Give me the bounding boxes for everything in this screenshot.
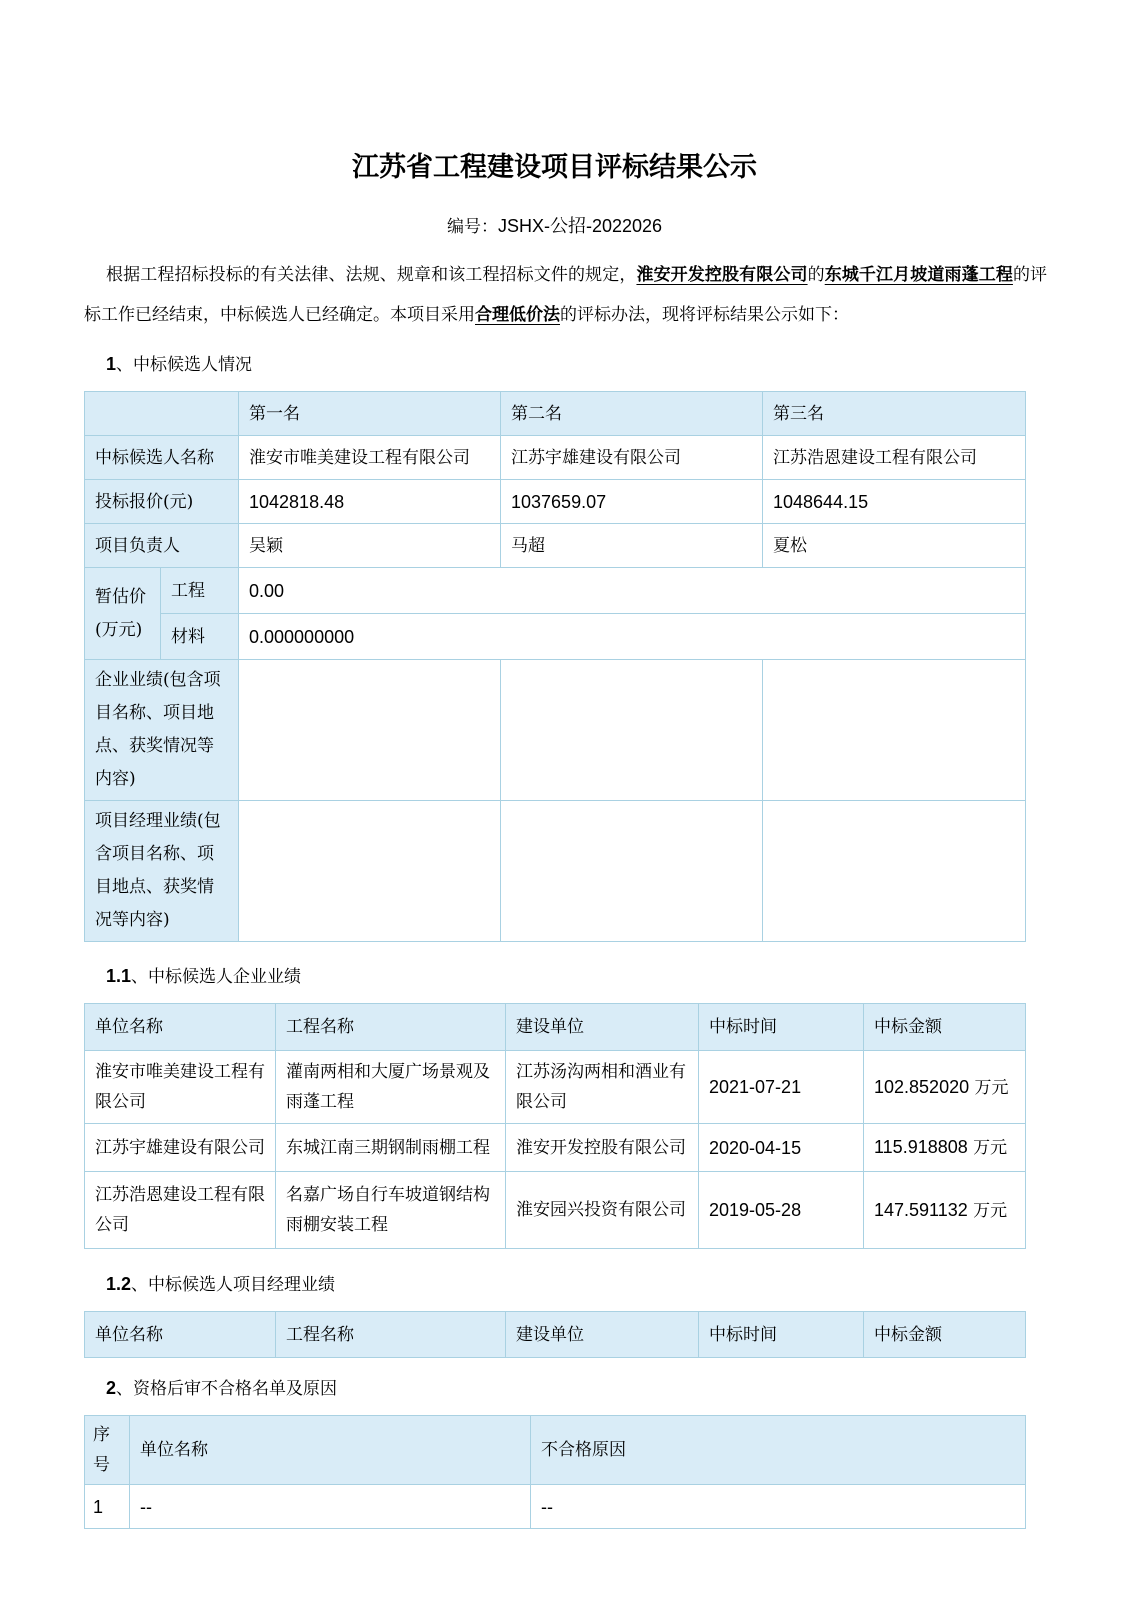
doc-number-label: 编号：: [446, 217, 498, 237]
col-header-date: 中标时间: [699, 1312, 864, 1358]
row-label-manager-perf: 项目经理业绩(包含项目名称、项目地点、获奖情况等内容): [85, 801, 239, 942]
intro-part2: 的: [807, 265, 825, 285]
estimate-sub-label-project: 工程: [161, 568, 239, 614]
rank-header-3: 第三名: [763, 392, 1026, 436]
company-perf-2: [501, 660, 763, 801]
manager-perf-2: [501, 801, 763, 942]
col-header-amount: 中标金额: [864, 1004, 1026, 1051]
perf-amount: 147.591132 万元: [864, 1172, 1026, 1249]
perf-amount: 102.852020 万元: [864, 1051, 1026, 1124]
perf-company: 江苏宇雄建设有限公司: [85, 1124, 276, 1172]
table-row: [85, 436, 1026, 480]
col-header-date: 中标时间: [699, 1004, 864, 1051]
table-row: [85, 480, 1026, 524]
section-heading-candidates: [84, 352, 1025, 377]
table-row: [85, 1485, 1026, 1529]
perf-date: 2020-04-15: [699, 1124, 864, 1172]
table-header-row: [85, 1416, 1026, 1485]
table-row: [85, 568, 1026, 614]
row-label-manager: 项目负责人: [85, 524, 239, 568]
disqualified-reason: --: [531, 1485, 1026, 1529]
col-header-reason: 不合格原因: [531, 1416, 1026, 1485]
perf-builder: 江苏汤沟两相和酒业有限公司: [506, 1051, 699, 1124]
rank-header-2: 第二名: [501, 392, 763, 436]
estimate-label: 暂估价: [95, 586, 146, 607]
section-title: 、资格后审不合格名单及原因: [116, 1379, 338, 1399]
table-row: [85, 524, 1026, 568]
table-row: [85, 1124, 1026, 1172]
section-title: 、中标候选人情况: [116, 355, 253, 375]
perf-company: 江苏浩恩建设工程有限公司: [85, 1172, 276, 1249]
col-header-company: 单位名称: [85, 1004, 276, 1051]
perf-amount: 115.918808 万元: [864, 1124, 1026, 1172]
doc-number-value: JSHX-公招-2022026: [497, 216, 663, 236]
corner-cell: [85, 392, 239, 436]
estimate-material-value: 0.000000000: [239, 614, 1026, 660]
disqualified-company: --: [130, 1485, 531, 1529]
company-perf-3: [763, 660, 1026, 801]
table-header-row: [85, 1312, 1026, 1358]
table-row: [85, 392, 1026, 436]
bid-price-2: 1037659.07: [501, 480, 763, 524]
project-manager-2: 马超: [501, 524, 763, 568]
candidate-name-1: 淮安市唯美建设工程有限公司: [239, 436, 501, 480]
manager-perf-3: [763, 801, 1026, 942]
candidates-table: [84, 391, 1026, 942]
intro-part4: 的评标办法，现将评标结果公示如下：: [560, 305, 849, 325]
bid-price-1: 1042818.48: [239, 480, 501, 524]
section-number: 2: [106, 1378, 117, 1398]
col-header-amount: 中标金额: [864, 1312, 1026, 1358]
estimate-sub-label-material: 材料: [161, 614, 239, 660]
table-row: [85, 660, 1026, 801]
disqualified-table: [84, 1415, 1026, 1529]
disqualified-no: 1: [85, 1485, 130, 1529]
project-manager-3: 夏松: [763, 524, 1026, 568]
perf-company: 淮安市唯美建设工程有限公司: [85, 1051, 276, 1124]
col-header-no: 序号: [85, 1416, 130, 1485]
evaluation-method: 合理低价法: [475, 305, 560, 325]
col-header-builder: 建设单位: [506, 1312, 699, 1358]
document: [84, 0, 1048, 1529]
row-label-company-perf: 企业业绩(包含项目名称、项目地点、获奖情况等内容): [85, 660, 239, 801]
table-row: [85, 614, 1026, 660]
manager-performance-table: [84, 1311, 1026, 1358]
table-header-row: [85, 1004, 1026, 1051]
intro-part1: 根据工程招标投标的有关法律、法规、规章和该工程招标文件的规定，: [106, 265, 637, 285]
col-header-builder: 建设单位: [506, 1004, 699, 1051]
perf-project: 灌南两相和大厦广场景观及雨蓬工程: [276, 1051, 506, 1124]
candidate-name-3: 江苏浩恩建设工程有限公司: [763, 436, 1026, 480]
amount-unit: 万元: [974, 1077, 1009, 1098]
table-row: [85, 801, 1026, 942]
intro-part3: 的评标工作已经结束，中标候选人已经确定。本项目采用: [84, 265, 1048, 325]
company-performance-table: [84, 1003, 1026, 1249]
col-header-project: 工程名称: [276, 1004, 506, 1051]
section-title: 、中标候选人项目经理业绩: [131, 1275, 336, 1295]
section-title: 、中标候选人企业业绩: [131, 967, 302, 987]
perf-date: 2019-05-28: [699, 1172, 864, 1249]
section-number: 1.1: [106, 966, 132, 986]
amount-unit: 万元: [973, 1200, 1008, 1221]
perf-date: 2021-07-21: [699, 1051, 864, 1124]
rank-header-1: 第一名: [239, 392, 501, 436]
estimate-project-value: 0.00: [239, 568, 1026, 614]
project-name: 东城千江月坡道雨蓬工程: [824, 265, 1013, 285]
doc-number: [84, 214, 1025, 239]
perf-project: 东城江南三期钢制雨棚工程: [276, 1124, 506, 1172]
bid-price-3: 1048644.15: [763, 480, 1026, 524]
table-row: [85, 1172, 1026, 1249]
row-label-name: 中标候选人名称: [85, 436, 239, 480]
perf-builder: 淮安园兴投资有限公司: [506, 1172, 699, 1249]
section-number: 1: [106, 354, 117, 374]
project-manager-1: 吴颖: [239, 524, 501, 568]
amount-unit: 万元: [973, 1138, 1008, 1158]
col-header-company: 单位名称: [85, 1312, 276, 1358]
intro-paragraph: [84, 255, 1047, 335]
table-row: [85, 1051, 1026, 1124]
candidate-name-2: 江苏宇雄建设有限公司: [501, 436, 763, 480]
row-label-price: 投标报价(元): [85, 480, 239, 524]
perf-builder: 淮安开发控股有限公司: [506, 1124, 699, 1172]
row-label-estimate: [85, 568, 161, 660]
section-heading-disqualified: [84, 1376, 1025, 1401]
tenderer-name: 淮安开发控股有限公司: [636, 265, 808, 285]
col-header-company: 单位名称: [130, 1416, 531, 1485]
perf-project: 名嘉广场自行车坡道钢结构雨棚安装工程: [276, 1172, 506, 1249]
page-title: 江苏省工程建设项目评标结果公示: [352, 152, 757, 183]
estimate-unit: (万元): [95, 619, 143, 640]
section-heading-company-performance: [84, 964, 1025, 989]
col-header-project: 工程名称: [276, 1312, 506, 1358]
company-perf-1: [239, 660, 501, 801]
manager-perf-1: [239, 801, 501, 942]
section-number: 1.2: [106, 1274, 132, 1294]
section-heading-manager-performance: [84, 1272, 1025, 1297]
